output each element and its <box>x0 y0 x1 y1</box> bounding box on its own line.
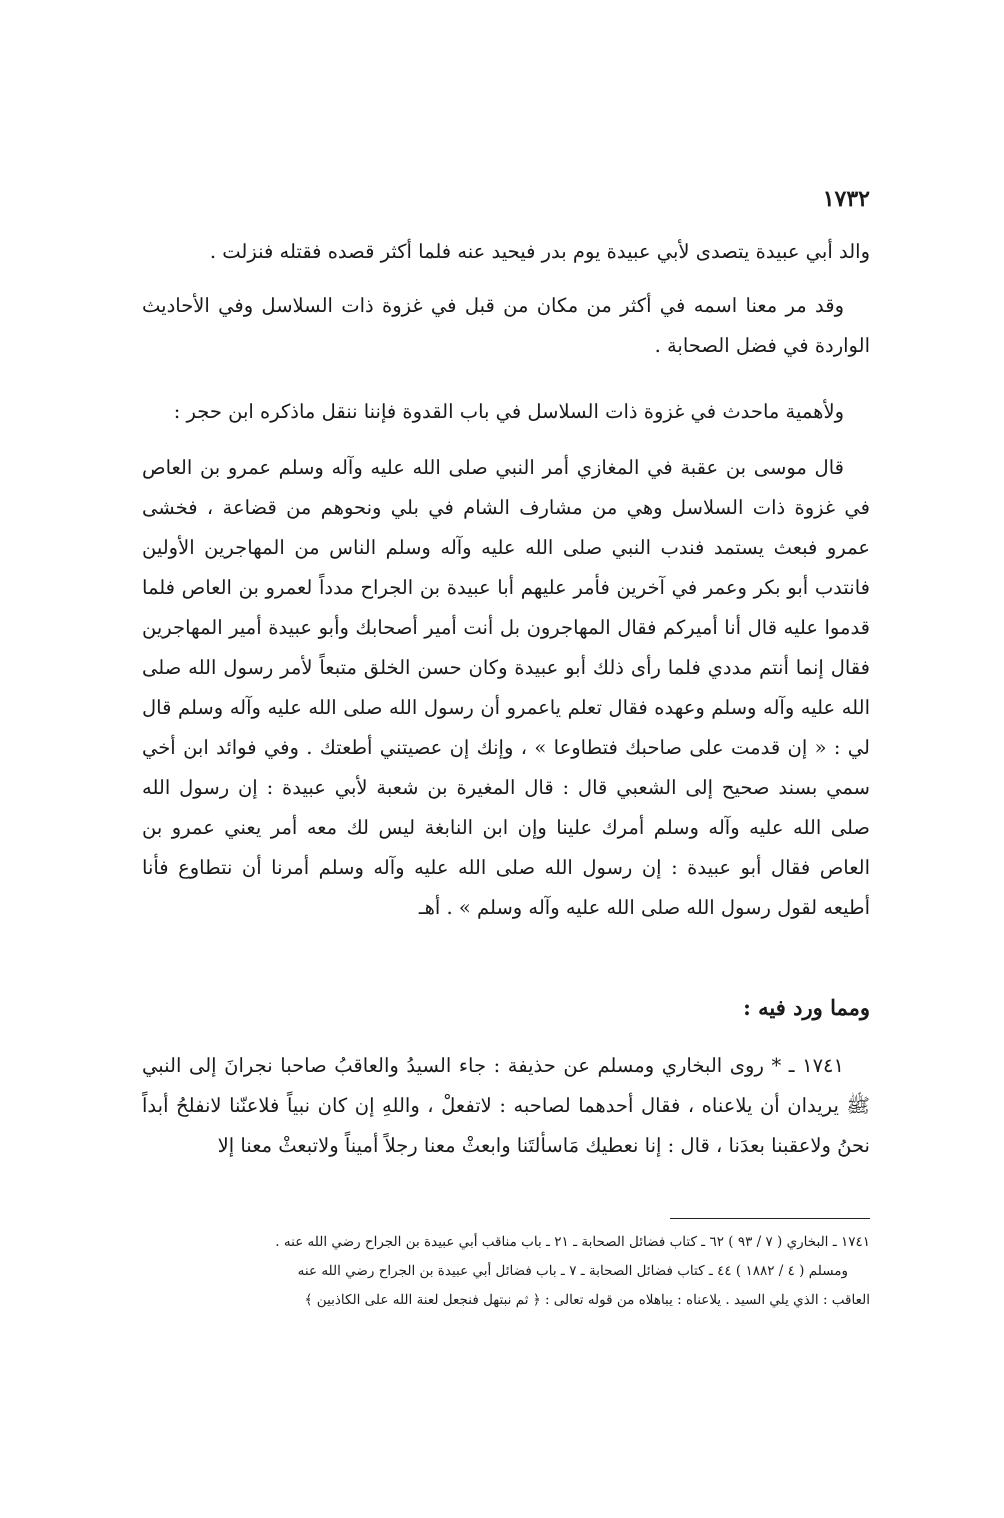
footnotes <box>142 1228 870 1315</box>
paragraph-quote-ibn-hajar: قال موسى بن عقبة في المغازي أمر النبي صلى الله عليه وآله وسلم عمرو بن العاص في غزوة ذات السلاسل وهي من مشارف الشام في بلي ونحوهم من قضاعة ، فخشى عمرو فبعث يستمد فندب النبي صلى الله عليه وآله وسلم الناس من المهاجرين الأولين فانتدب أبو بكر وعمر في آخرين فأمر عليهم أبا عبيدة بن الجراح مدداً لعمرو بن العاص فلما قدموا عليه قال أنا أميركم فقال المهاجرون بل أنت أمير أصحابك وأبو عبيدة أمير المهاجرين فقال إنما أنتم مددي فلما رأى ذلك أبو عبيدة وكان حسن الخلق متبعاً لأمر رسول الله صلى الله عليه وآله وسلم وعهده فقال تعلم ياعمرو أن رسول الله صلى الله عليه وآله وسلم قال لي : « إن قدمت على صاحبك فتطاوعا » ، وإنك إن عصيتني أطعتك . وفي فوائد ابن أخي سمي بسند صحيح إلى الشعبي قال : قال المغيرة بن شعبة لأبي عبيدة : إن رسول الله صلى الله عليه وآله وسلم أمرك علينا وإن ابن النابغة ليس لك معه أمر يعني عمرو بن العاص فقال أبو عبيدة : إن رسول الله صلى الله عليه وآله وسلم أمرنا أن نتطاوع فأنا أطيعه لقول رسول الله صلى الله عليه وآله وسلم » . أهـ <box>142 456 870 919</box>
paragraph-hadith-1741: ١٧٤١ ـ * روى البخاري ومسلم عن حذيفة : جاء السيدُ والعاقبُ صاحبا نجرانَ إلى النبي ﷺ يريدان أن يلاعناه ، فقال أحدهما لصاحبه : لاتفعلْ ، واللهِ إن كان نبياً فلاعنّنا لانفلحُ أبداً نحنُ ولاعقبنا بعدَنا ، قال : إنا نعطيك مَاسألتَنا وابعثْ معنا رجلاً أميناً ولاتبعثْ معنا إلا <box>142 1054 870 1157</box>
footnote-line: ١٧٤١ ـ البخاري ( ٧ / ٩٣ ) ٦٢ ـ كتاب فضائل الصحابة ـ ٢١ ـ باب مناقب أبي عبيدة بن الجراح رضي الله عنه . <box>275 1234 870 1250</box>
page-number: ١٧٣٢ <box>822 186 870 212</box>
paragraph-mention: وقد مر معنا اسمه في أكثر من مكان من قبل في غزوة ذات السلاسل وفي الأحاديث الواردة في فضل الصحابة . <box>142 294 870 357</box>
section-heading: ومما ورد فيه : <box>743 995 870 1020</box>
footnote-line: العاقب : الذي يلي السيد . يلاعناه : يباهلاه من قوله تعالى : ﴿ ثم نبتهل فنجعل لعنة الله على الكاذبين ﴾ <box>304 1292 870 1308</box>
paragraph-intro-quote: ولأهمية ماحدث في غزوة ذات السلاسل في باب القدوة فإننا ننقل ماذكره ابن حجر : <box>173 400 844 423</box>
footnote-line: ومسلم ( ٤ / ١٨٨٢ ) ٤٤ ـ كتاب فضائل الصحابة ـ ٧ ـ باب فضائل أبي عبيدة بن الجراح رضي الله عنه <box>297 1263 848 1279</box>
footnote-separator <box>670 1218 870 1219</box>
paragraph-continuation: والد أبي عبيدة يتصدى لأبي عبيدة يوم بدر فيحيد عنه فلما أكثر قصده فقتله فنزلت . <box>209 240 870 263</box>
